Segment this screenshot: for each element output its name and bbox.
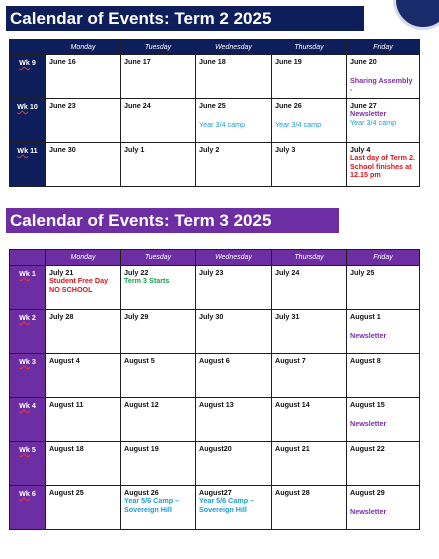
week-header-cell xyxy=(10,40,46,55)
date-label: August 26 xyxy=(124,488,159,497)
day-cell xyxy=(121,266,196,310)
day-cell xyxy=(196,143,272,187)
day-cell xyxy=(272,266,347,310)
week-abbr: Wk xyxy=(19,357,30,366)
week-abbr: Wk xyxy=(19,445,30,454)
date-label: June 25 xyxy=(199,101,226,110)
day-cell xyxy=(347,55,420,99)
event-label: Newsletter xyxy=(350,331,387,340)
day-cell xyxy=(121,398,196,442)
day-cell xyxy=(272,398,347,442)
day-cell xyxy=(272,55,347,99)
date-label: August 5 xyxy=(124,356,155,365)
date-label: August 13 xyxy=(199,400,234,409)
week-number: 3 xyxy=(31,357,36,366)
day-cell xyxy=(46,55,121,99)
day-cell xyxy=(272,143,347,187)
day-header-wednesday: Wednesday xyxy=(196,250,272,266)
day-cell xyxy=(196,310,272,354)
term2-title: Calendar of Events: Term 2 2025 xyxy=(6,6,364,31)
day-cell xyxy=(46,266,121,310)
day-cell xyxy=(121,99,196,143)
date-label: August27 xyxy=(199,488,232,497)
day-cell xyxy=(196,398,272,442)
week-number: 2 xyxy=(31,313,36,322)
term3-header-row xyxy=(10,250,420,266)
event-label: Year 5/6 Camp – Sovereign Hill xyxy=(199,496,255,514)
term3-week-row xyxy=(10,310,420,354)
day-cell xyxy=(196,266,272,310)
term3-week-row xyxy=(10,354,420,398)
date-label: June 16 xyxy=(49,57,76,66)
day-cell xyxy=(196,354,272,398)
week-label xyxy=(10,398,46,442)
date-label: August 29 xyxy=(350,488,385,497)
day-cell xyxy=(347,310,420,354)
day-cell xyxy=(347,442,420,486)
event-label: Year 3/4 camp xyxy=(275,120,322,129)
day-header-tuesday: Tuesday xyxy=(121,40,196,55)
date-label: August 11 xyxy=(49,400,84,409)
date-label: August20 xyxy=(199,444,232,453)
day-cell xyxy=(46,354,121,398)
day-cell xyxy=(46,310,121,354)
week-label xyxy=(10,310,46,354)
day-cell xyxy=(347,266,420,310)
date-label: July 21 xyxy=(49,268,74,277)
day-cell xyxy=(347,143,420,187)
day-cell xyxy=(347,486,420,530)
date-label: July 4 xyxy=(350,145,371,154)
event-label: Newsletter xyxy=(350,419,387,428)
day-cell xyxy=(347,398,420,442)
week-label xyxy=(10,55,46,99)
day-cell xyxy=(347,354,420,398)
week-label xyxy=(10,354,46,398)
week-number: 4 xyxy=(31,401,36,410)
day-cell xyxy=(46,398,121,442)
day-cell xyxy=(121,442,196,486)
day-cell xyxy=(196,99,272,143)
day-cell xyxy=(196,486,272,530)
term3-calendar-table xyxy=(9,249,420,530)
event-label: Newsletter xyxy=(350,109,387,118)
day-cell xyxy=(46,442,121,486)
term2-header-row xyxy=(10,40,420,55)
term3-week-row xyxy=(10,486,420,530)
date-label: August 7 xyxy=(275,356,306,365)
date-label: July 30 xyxy=(199,312,224,321)
date-label: June 19 xyxy=(275,57,302,66)
event-label: Last day of Term 2. School finishes at 12.15 pm xyxy=(350,153,415,180)
school-logo xyxy=(393,0,439,30)
date-label: August 8 xyxy=(350,356,381,365)
event-label: Newsletter xyxy=(350,507,387,516)
date-label: July 22 xyxy=(124,268,149,277)
day-cell xyxy=(272,310,347,354)
term2-week-row xyxy=(10,55,420,99)
week-label xyxy=(10,99,46,143)
week-number: 11 xyxy=(30,146,38,155)
term3-title: Calendar of Events: Term 3 2025 xyxy=(6,208,339,233)
week-number: 6 xyxy=(31,489,36,498)
date-label: June 26 xyxy=(275,101,302,110)
week-label xyxy=(10,486,46,530)
day-header-wednesday: Wednesday xyxy=(196,40,272,55)
date-label: August 14 xyxy=(275,400,310,409)
week-abbr: Wk xyxy=(19,269,30,278)
term2-week-row xyxy=(10,99,420,143)
week-abbr: Wk xyxy=(19,313,30,322)
week-header-cell xyxy=(10,250,46,266)
day-cell xyxy=(46,486,121,530)
event-label: Student Free Day NO SCHOOL xyxy=(49,276,109,294)
week-abbr: Wk xyxy=(17,146,29,155)
date-label: August 1 xyxy=(350,312,381,321)
day-cell xyxy=(121,310,196,354)
day-header-monday: Monday xyxy=(46,250,121,266)
day-header-tuesday: Tuesday xyxy=(121,250,196,266)
day-cell xyxy=(272,99,347,143)
week-label xyxy=(10,143,46,187)
day-cell xyxy=(347,99,420,143)
date-label: July 29 xyxy=(124,312,149,321)
event-label: Year 3/4 camp xyxy=(350,117,397,127)
day-cell xyxy=(272,442,347,486)
event-label: Year 3/4 camp xyxy=(199,120,246,129)
week-abbr: Wk xyxy=(19,489,30,498)
day-header-thursday: Thursday xyxy=(272,250,347,266)
day-cell xyxy=(46,143,121,187)
day-cell xyxy=(121,55,196,99)
week-abbr: Wk xyxy=(19,401,30,410)
week-number: 1 xyxy=(31,269,36,278)
event-label: Year 5/6 Camp – Sovereign Hill xyxy=(124,496,180,514)
event-label: Term 3 Starts xyxy=(124,276,170,285)
week-abbr: Wk xyxy=(19,58,30,67)
day-header-friday: Friday xyxy=(347,250,420,266)
date-label: July 28 xyxy=(49,312,74,321)
date-label: August 18 xyxy=(49,444,84,453)
date-label: July 31 xyxy=(275,312,300,321)
day-header-friday: Friday xyxy=(347,40,420,55)
week-number: 9 xyxy=(31,58,36,67)
day-header-thursday: Thursday xyxy=(272,40,347,55)
date-label: June 27 xyxy=(350,101,377,110)
term3-week-row xyxy=(10,442,420,486)
date-label: August 22 xyxy=(350,444,385,453)
event-label: Sharing Assembly - xyxy=(350,76,413,94)
week-label xyxy=(10,266,46,310)
date-label: July 3 xyxy=(275,145,296,154)
day-cell xyxy=(121,486,196,530)
day-cell xyxy=(46,99,121,143)
date-label: August 6 xyxy=(199,356,230,365)
day-header-monday: Monday xyxy=(46,40,121,55)
date-label: August 12 xyxy=(124,400,159,409)
date-label: June 24 xyxy=(124,101,151,110)
date-label: August 4 xyxy=(49,356,80,365)
day-cell xyxy=(272,486,347,530)
day-cell xyxy=(121,143,196,187)
date-label: July 24 xyxy=(275,268,300,277)
date-label: August 21 xyxy=(275,444,310,453)
date-label: July 23 xyxy=(199,268,224,277)
date-label: July 25 xyxy=(350,268,375,277)
date-label: June 30 xyxy=(49,145,76,154)
date-label: August 19 xyxy=(124,444,159,453)
date-label: August 25 xyxy=(49,488,84,497)
week-number: 10 xyxy=(29,102,38,111)
day-cell xyxy=(272,354,347,398)
date-label: June 20 xyxy=(350,57,377,66)
term2-week-row xyxy=(10,143,420,187)
date-label: June 18 xyxy=(199,57,226,66)
week-abbr: Wk xyxy=(17,102,28,111)
day-cell xyxy=(196,442,272,486)
date-label: June 17 xyxy=(124,57,151,66)
term3-week-row xyxy=(10,398,420,442)
term3-week-row xyxy=(10,266,420,310)
date-label: June 23 xyxy=(49,101,76,110)
week-number: 5 xyxy=(31,445,36,454)
date-label: August 28 xyxy=(275,488,310,497)
term2-calendar-table xyxy=(9,39,420,187)
date-label: August 15 xyxy=(350,400,385,409)
day-cell xyxy=(196,55,272,99)
day-cell xyxy=(121,354,196,398)
week-label xyxy=(10,442,46,486)
date-label: July 2 xyxy=(199,145,220,154)
date-label: July 1 xyxy=(124,145,145,154)
